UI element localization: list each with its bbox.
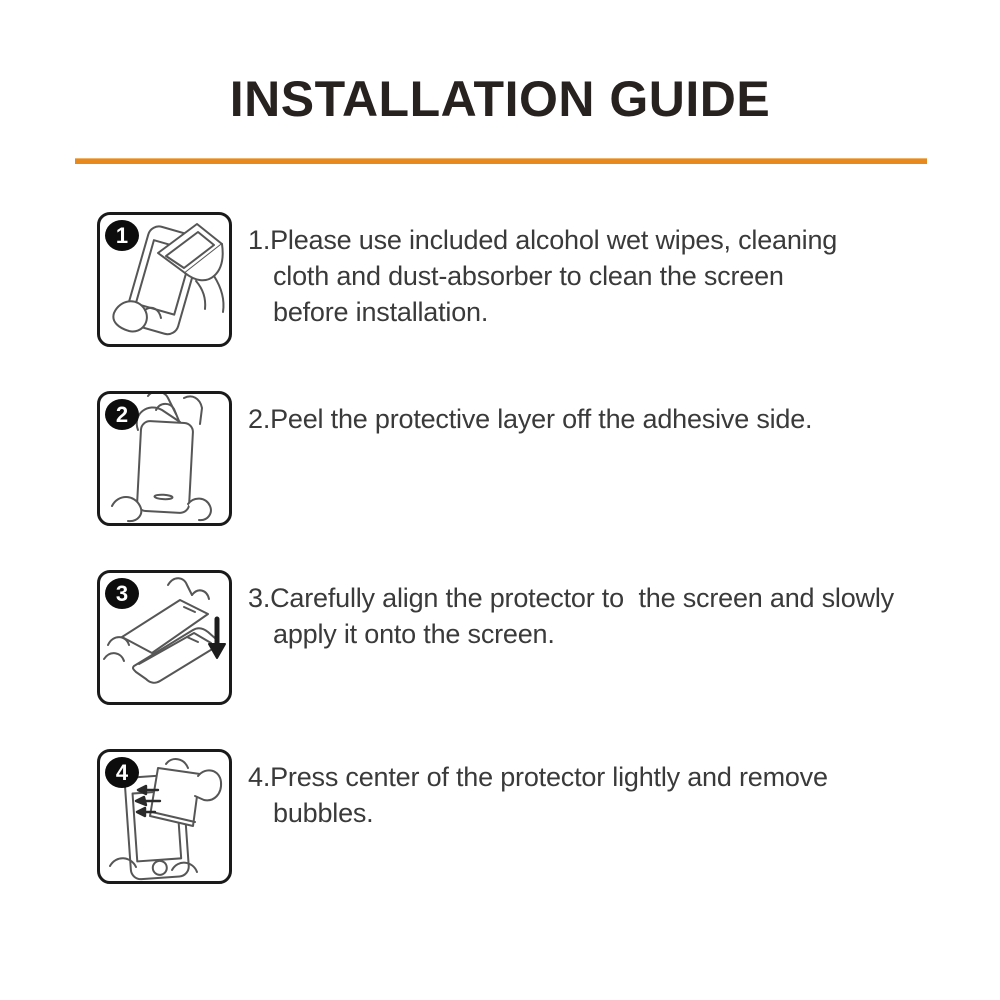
step-1-number-badge: 1: [105, 220, 139, 251]
step-3-line: 3.Carefully align the protector to the screen and slowly: [248, 583, 894, 613]
step-3-number-badge: 3: [105, 578, 139, 609]
step-row-3: [97, 570, 1000, 705]
step-1-illustration-box: [97, 212, 232, 347]
step-1-line: cloth and dust-absorber to clean the screen: [273, 261, 784, 291]
step-2-illustration-box: [97, 391, 232, 526]
step-4-illustration-box: [97, 749, 232, 884]
step-2-text: [248, 401, 812, 437]
step-4-text: [248, 759, 828, 831]
step-2-number-badge: 2: [105, 399, 139, 430]
step-3-line: apply it onto the screen.: [273, 619, 555, 649]
step-3-text: [248, 580, 894, 652]
steps-list: [0, 212, 1000, 884]
step-4-number-badge: 4: [105, 757, 139, 788]
step-1-line: 1.Please use included alcohol wet wipes, cleaning: [248, 225, 838, 255]
step-row-2: [97, 391, 1000, 526]
step-4-line: bubbles.: [273, 798, 374, 828]
page-title: INSTALLATION GUIDE: [229, 71, 771, 127]
step-4-line: 4.Press center of the protector lightly and remove: [248, 762, 828, 792]
step-1-text: [248, 222, 837, 330]
title-divider: [75, 158, 927, 164]
step-1-line: before installation.: [273, 297, 489, 327]
step-2-line: 2.Peel the protective layer off the adhesive side.: [248, 404, 813, 434]
step-3-illustration-box: [97, 570, 232, 705]
step-row-4: [97, 749, 1000, 884]
step-row-1: [97, 212, 1000, 347]
